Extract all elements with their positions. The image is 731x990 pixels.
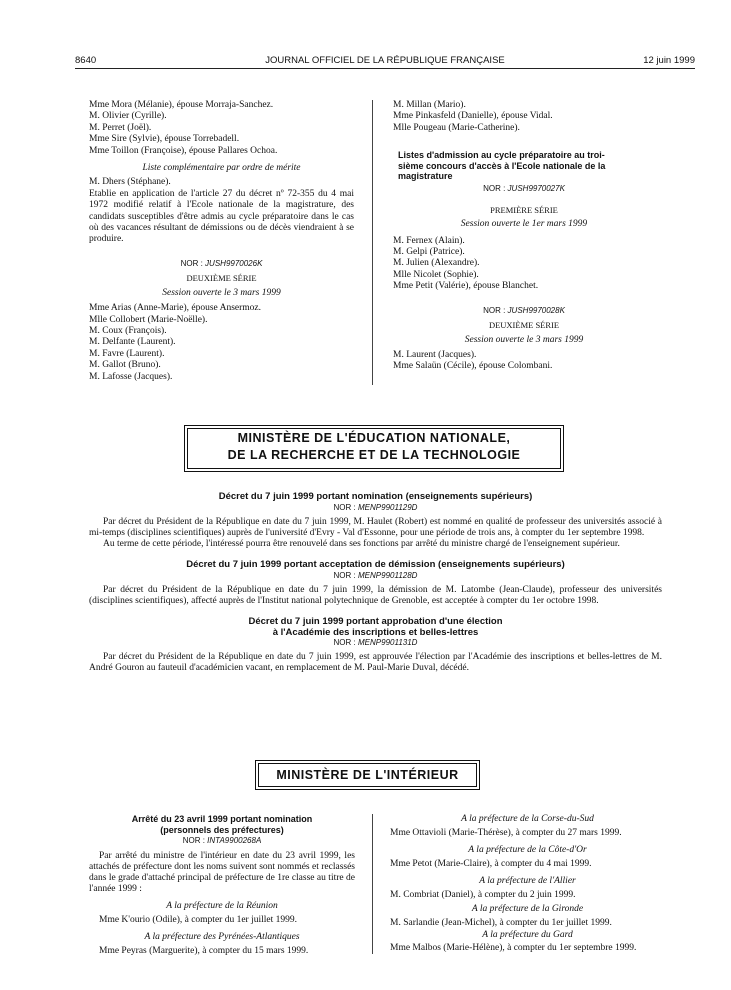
title-line: magistrature [398,171,453,182]
nor-reference [393,183,655,194]
decret-title [89,492,662,503]
nor-reference [393,305,655,316]
ministry-title-line: DE LA RECHERCHE ET DE LA TECHNOLOGIE [227,448,521,462]
nor-reference [89,638,662,647]
nor-code: JUSH9970027K [507,184,565,194]
paragraph: Par décret du Président de la République en date du 7 juin 1999, est approuvée l'élection par l'Académie des inscriptions et belles-lettres de M. André Gouron au fauteuil d'académicien vacant, en remplacement de M. Paul-Marie Duval, décédé. [89,652,662,674]
prefecture-heading: A la préfecture de la Côte-d'Or [468,844,587,855]
list-item: Mme Toillon (Françoise), épouse Pallares Ochoa. [89,145,278,156]
header-rule [75,68,695,69]
name-list [393,350,655,373]
nor-label: NOR : [333,638,356,648]
arrete-right-column [390,814,665,954]
page-number: 8640 [75,55,97,66]
list-item: M. Fernex (Alain). [393,235,465,246]
prefecture-heading: A la préfecture des Pyrénées-Atlantiques [144,932,300,943]
title-line: Décret du 7 juin 1999 portant nomination (enseignements supérieurs) [218,491,533,502]
list-item: M. Olivier (Cyrille). [89,111,167,122]
top-left-column [89,100,354,383]
list-item: Mme K'ourio (Odile), à compter du 1er juillet 1999. [99,914,297,925]
list-item: M. Lafosse (Jacques). [89,371,173,382]
nor-label: NOR : [182,836,205,845]
ministry-education-box [187,428,561,469]
nor-label: NOR : [333,502,356,512]
journal-title: JOURNAL OFFICIEL DE LA RÉPUBLIQUE FRANÇAISE [265,55,505,66]
list-item: M. Julien (Alexandre). [393,258,480,269]
list-item: Mme Malbos (Marie-Hélène), à compter du 1er septembre 1999. [390,942,637,953]
decret-title [89,617,662,638]
page-header [75,55,695,69]
top-right-column [393,100,655,373]
ministry-title-line: MINISTÈRE DE L'INTÉRIEUR [276,768,459,782]
decret [89,492,662,550]
decret [89,617,662,674]
session-heading: Session ouverte le 1er mars 1999 [460,219,588,230]
prefecture-heading: A la préfecture de l'Allier [479,875,576,886]
decret-title [89,560,662,571]
list-item: M. Gelpi (Patrice). [393,247,465,258]
list-item: M. Delfante (Laurent). [89,337,176,348]
title-line: sième concours d'accès à l'Ecole nationale de la [398,160,606,171]
complementary-heading: Liste complémentaire par ordre de mérite [142,163,301,174]
list-item: M. Millan (Mario). [393,100,466,110]
nor-label: NOR : [180,258,203,268]
decret [89,560,662,607]
list-item: M. Gallot (Bruno). [89,360,161,371]
arrete-left-column [89,814,355,957]
paragraph: Au terme de cette période, l'intéressé pourra être renouvelé dans ses fonctions par arrêté du ministre chargé de l'enseignement supérieur. [103,538,620,549]
nor-code: INTA9900268A [207,836,262,845]
list-item: M. Laurent (Jacques). [393,349,477,360]
list-item: M. Combriat (Daniel), à compter du 2 juin 1999. [390,890,576,901]
serie-heading: DEUXIÈME SÉRIE [186,273,257,284]
title-line: Arrêté du 23 avril 1999 portant nomination [131,814,313,824]
list-item: M. Perret (Joël). [89,122,152,133]
title-line: (personnels des préfectures) [160,824,284,835]
list-item: Mlle Collobert (Marie-Noëlle). [89,314,208,325]
list-item: Mme Ottavioli (Marie-Thérèse), à compter du 27 mars 1999. [390,828,622,839]
column-divider [372,814,373,954]
arrete-title [89,814,355,835]
list-item: M. Dhers (Stéphane). [89,177,171,188]
prefecture-heading: A la préfecture de la Réunion [166,901,278,912]
title-line: à l'Académie des inscriptions et belles-lettres [272,626,479,638]
nor-reference [89,258,354,269]
list-item: Mme Mora (Mélanie), épouse Morraja-Sanchez. [89,100,274,110]
list-item: Mme Sire (Sylvie), épouse Torrebadell. [89,134,240,145]
nor-label: NOR : [483,305,506,315]
list-item: M. Coux (François). [89,325,167,336]
issue-date: 12 juin 1999 [643,55,695,66]
paragraph: Par arrêté du ministre de l'intérieur en date du 23 avril 1999, les attachés de préfecture dont les noms suivent sont nommés et reclassés dans le grade d'attaché principal de préfecture de 1re classe au titre de l'année 1999 : [89,851,355,895]
prefecture-heading: A la préfecture de la Corse-du-Sud [461,814,594,824]
decrets-section [89,492,662,674]
column-divider [372,100,373,385]
nor-code: MENP9901128D [358,570,418,580]
list-item: Mlle Nicolet (Sophie). [393,269,479,280]
name-list [393,236,655,293]
name-list [89,303,354,383]
nor-label: NOR : [483,184,506,194]
list-item: Mme Petit (Valérie), épouse Blanchet. [393,281,539,292]
list-item: Mme Arias (Anne-Marie), épouse Ansermoz. [89,303,262,314]
list-item: M. Sarlandie (Jean-Michel), à compter du 1er juillet 1999. [390,917,612,928]
nor-reference [89,503,662,512]
session-heading: Session ouverte le 3 mars 1999 [162,287,281,298]
ministry-interior-box [258,763,477,787]
paragraph: Etablie en application de l'article 27 du décret nº 72-355 du 4 mai 1972 modifié relatif à l'Ecole nationale de la magistrature, des candidats susceptibles d'être admis au cycle préparatoire dans le cas où des vacances résultant de démissions ou de décès viendraient à se produire. [89,188,354,245]
list-item: Mme Peyras (Marguerite), à compter du 15 mars 1999. [99,945,309,956]
nor-reference [89,835,355,846]
nor-code: MENP9901131D [358,638,418,648]
prefecture-heading: A la préfecture de la Gironde [471,904,584,915]
list-item: Mme Pinkasfeld (Danielle), épouse Vidal. [393,111,553,122]
nor-code: MENP9901129D [358,502,418,512]
section-title [393,150,655,181]
serie-heading: DEUXIÈME SÉRIE [488,320,560,331]
paragraph: Par décret du Président de la République en date du 7 juin 1999, M. Haulet (Robert) est nommé en qualité de professeur des universités associé à mi-temps (disciplines scientifiques) auprès de l'université d'Evry - Val d'Essonne, pour une période de trois ans, à compter du 1er septembre 1998. [89,516,662,538]
list-item: Mme Petot (Marie-Claire), à compter du 4 mai 1999. [390,859,592,870]
name-list [89,100,354,157]
list-item: Mlle Pougeau (Marie-Catherine). [393,122,520,133]
nor-reference [89,571,662,580]
paragraph: Par décret du Président de la République en date du 7 juin 1999, la démission de M. Latombe (Jean-Claude), professeur des universités (disciplines scientifiques), affecté auprès de l'Institut national polytechnique de Grenoble, est acceptée à compter du 1er octobre 1998. [89,584,662,606]
nor-code: JUSH9970026K [205,258,263,268]
session-heading: Session ouverte le 3 mars 1999 [464,334,584,345]
list-item: Mme Salaün (Cécile), épouse Colombani. [393,361,553,372]
title-line: Décret du 7 juin 1999 portant acceptation de démission (enseignements supérieurs) [186,559,565,571]
nor-code: JUSH9970028K [507,305,565,315]
name-list [393,100,655,134]
title-line: Décret du 7 juin 1999 portant approbation d'une élection [248,616,503,628]
nor-label: NOR : [333,570,356,580]
list-item: M. Favre (Laurent). [89,348,165,359]
ministry-title-line: MINISTÈRE DE L'ÉDUCATION NATIONALE, [237,431,511,445]
serie-heading: PREMIÈRE SÉRIE [490,204,558,215]
prefecture-heading: A la préfecture du Gard [482,930,573,941]
title-line: Listes d'admission au cycle préparatoire au troi- [398,150,605,161]
